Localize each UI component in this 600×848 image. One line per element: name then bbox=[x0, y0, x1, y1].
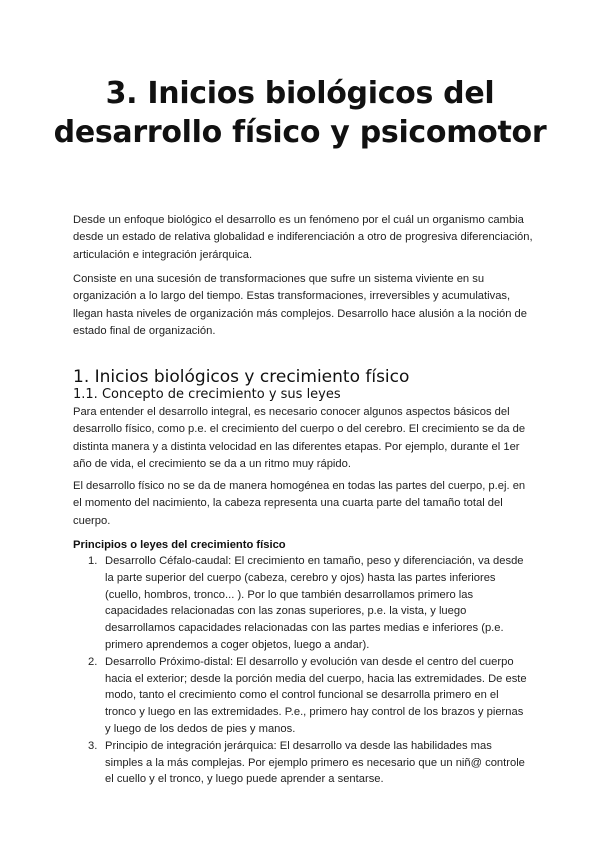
intro-paragraph-1: Desde un enfoque biológico el desarrollo es un fenómeno por el cuál un organismo cambia desde un estado de relativa globalidad e indiferenciación a otro de progresiva diferenciación, articulación e integración jerárquica. bbox=[73, 214, 533, 261]
list-item-number: 3. bbox=[88, 739, 98, 752]
principles-list bbox=[73, 553, 527, 788]
page-title: 3. Inicios biológicos del desarrollo físico y psicomotor bbox=[53, 76, 547, 150]
list-item bbox=[73, 654, 527, 738]
subsection-heading: 1.1. Concepto de crecimiento y sus leyes bbox=[73, 387, 341, 402]
body-paragraph-1: Para entender el desarrollo integral, es necesario conocer algunos aspectos básicos del desarrollo físico, como p.e. el crecimiento del cuerpo o del cerebro. El crecimiento se da de distinta manera y a distinta velocidad en las diferentes etapas. Por ejemplo, durante el 1er año de vida, el crecimiento se da a un ritmo muy rápido. bbox=[73, 406, 526, 471]
principles-heading: Principios o leyes del crecimiento físico bbox=[73, 539, 286, 551]
list-item bbox=[73, 738, 527, 788]
section-heading: 1. Inicios biológicos y crecimiento físico bbox=[73, 367, 410, 387]
list-item-number: 2. bbox=[88, 655, 98, 668]
list-item-text: Desarrollo Próximo-distal: El desarrollo y evolución van desde el centro del cuerpo hacia el exterior; desde la porción media del cuerpo, hacia las extremidades. De este modo, tanto el crecimiento como el control funcional se desarrolla primero en el tronco y luego en las extremidades. P.e., primero hay control de los brazos y piernas y luego de los dedos de pies y manos. bbox=[105, 655, 527, 735]
list-item-number: 1. bbox=[88, 555, 98, 567]
list-item bbox=[73, 553, 527, 654]
list-item-text: Principio de integración jerárquica: El desarrollo va desde las habilidades mas simples a la más complejas. Por ejemplo primero es necesario que un niñ@ controle el cuello y el tronco, y luego puede aprender a sentarse. bbox=[105, 739, 525, 786]
body-paragraph-2: El desarrollo físico no se da de manera homogénea en todas las partes del cuerpo, p.ej. en el momento del nacimiento, la cabeza representa una cuarta parte del tamaño total del cuerpo. bbox=[73, 480, 526, 527]
list-item-text: Desarrollo Céfalo-caudal: El crecimiento en tamaño, peso y diferenciación, va desde la parte superior del cuerpo (cabeza, cerebro y ojos) hasta las partes inferiores (cuello, hombros, tronco... ). Por lo que también desarrollamos primero las capacidades relacionadas con las zonas superiores, p.e. la vista, y luego desarrollamos capacidades relacionadas con las partes medias e inferiores (p.e. primero aprendemos a coger objetos, luego a andar). bbox=[105, 555, 524, 651]
intro-paragraph-2: Consiste en una sucesión de transformaciones que sufre un sistema viviente en su organización a lo largo del tiempo. Estas transformaciones, irreversibles y acumulativas, llegan hasta niveles de organización más complejos. Desarrollo hace alusión a la noción de estado final de organización. bbox=[73, 273, 527, 338]
